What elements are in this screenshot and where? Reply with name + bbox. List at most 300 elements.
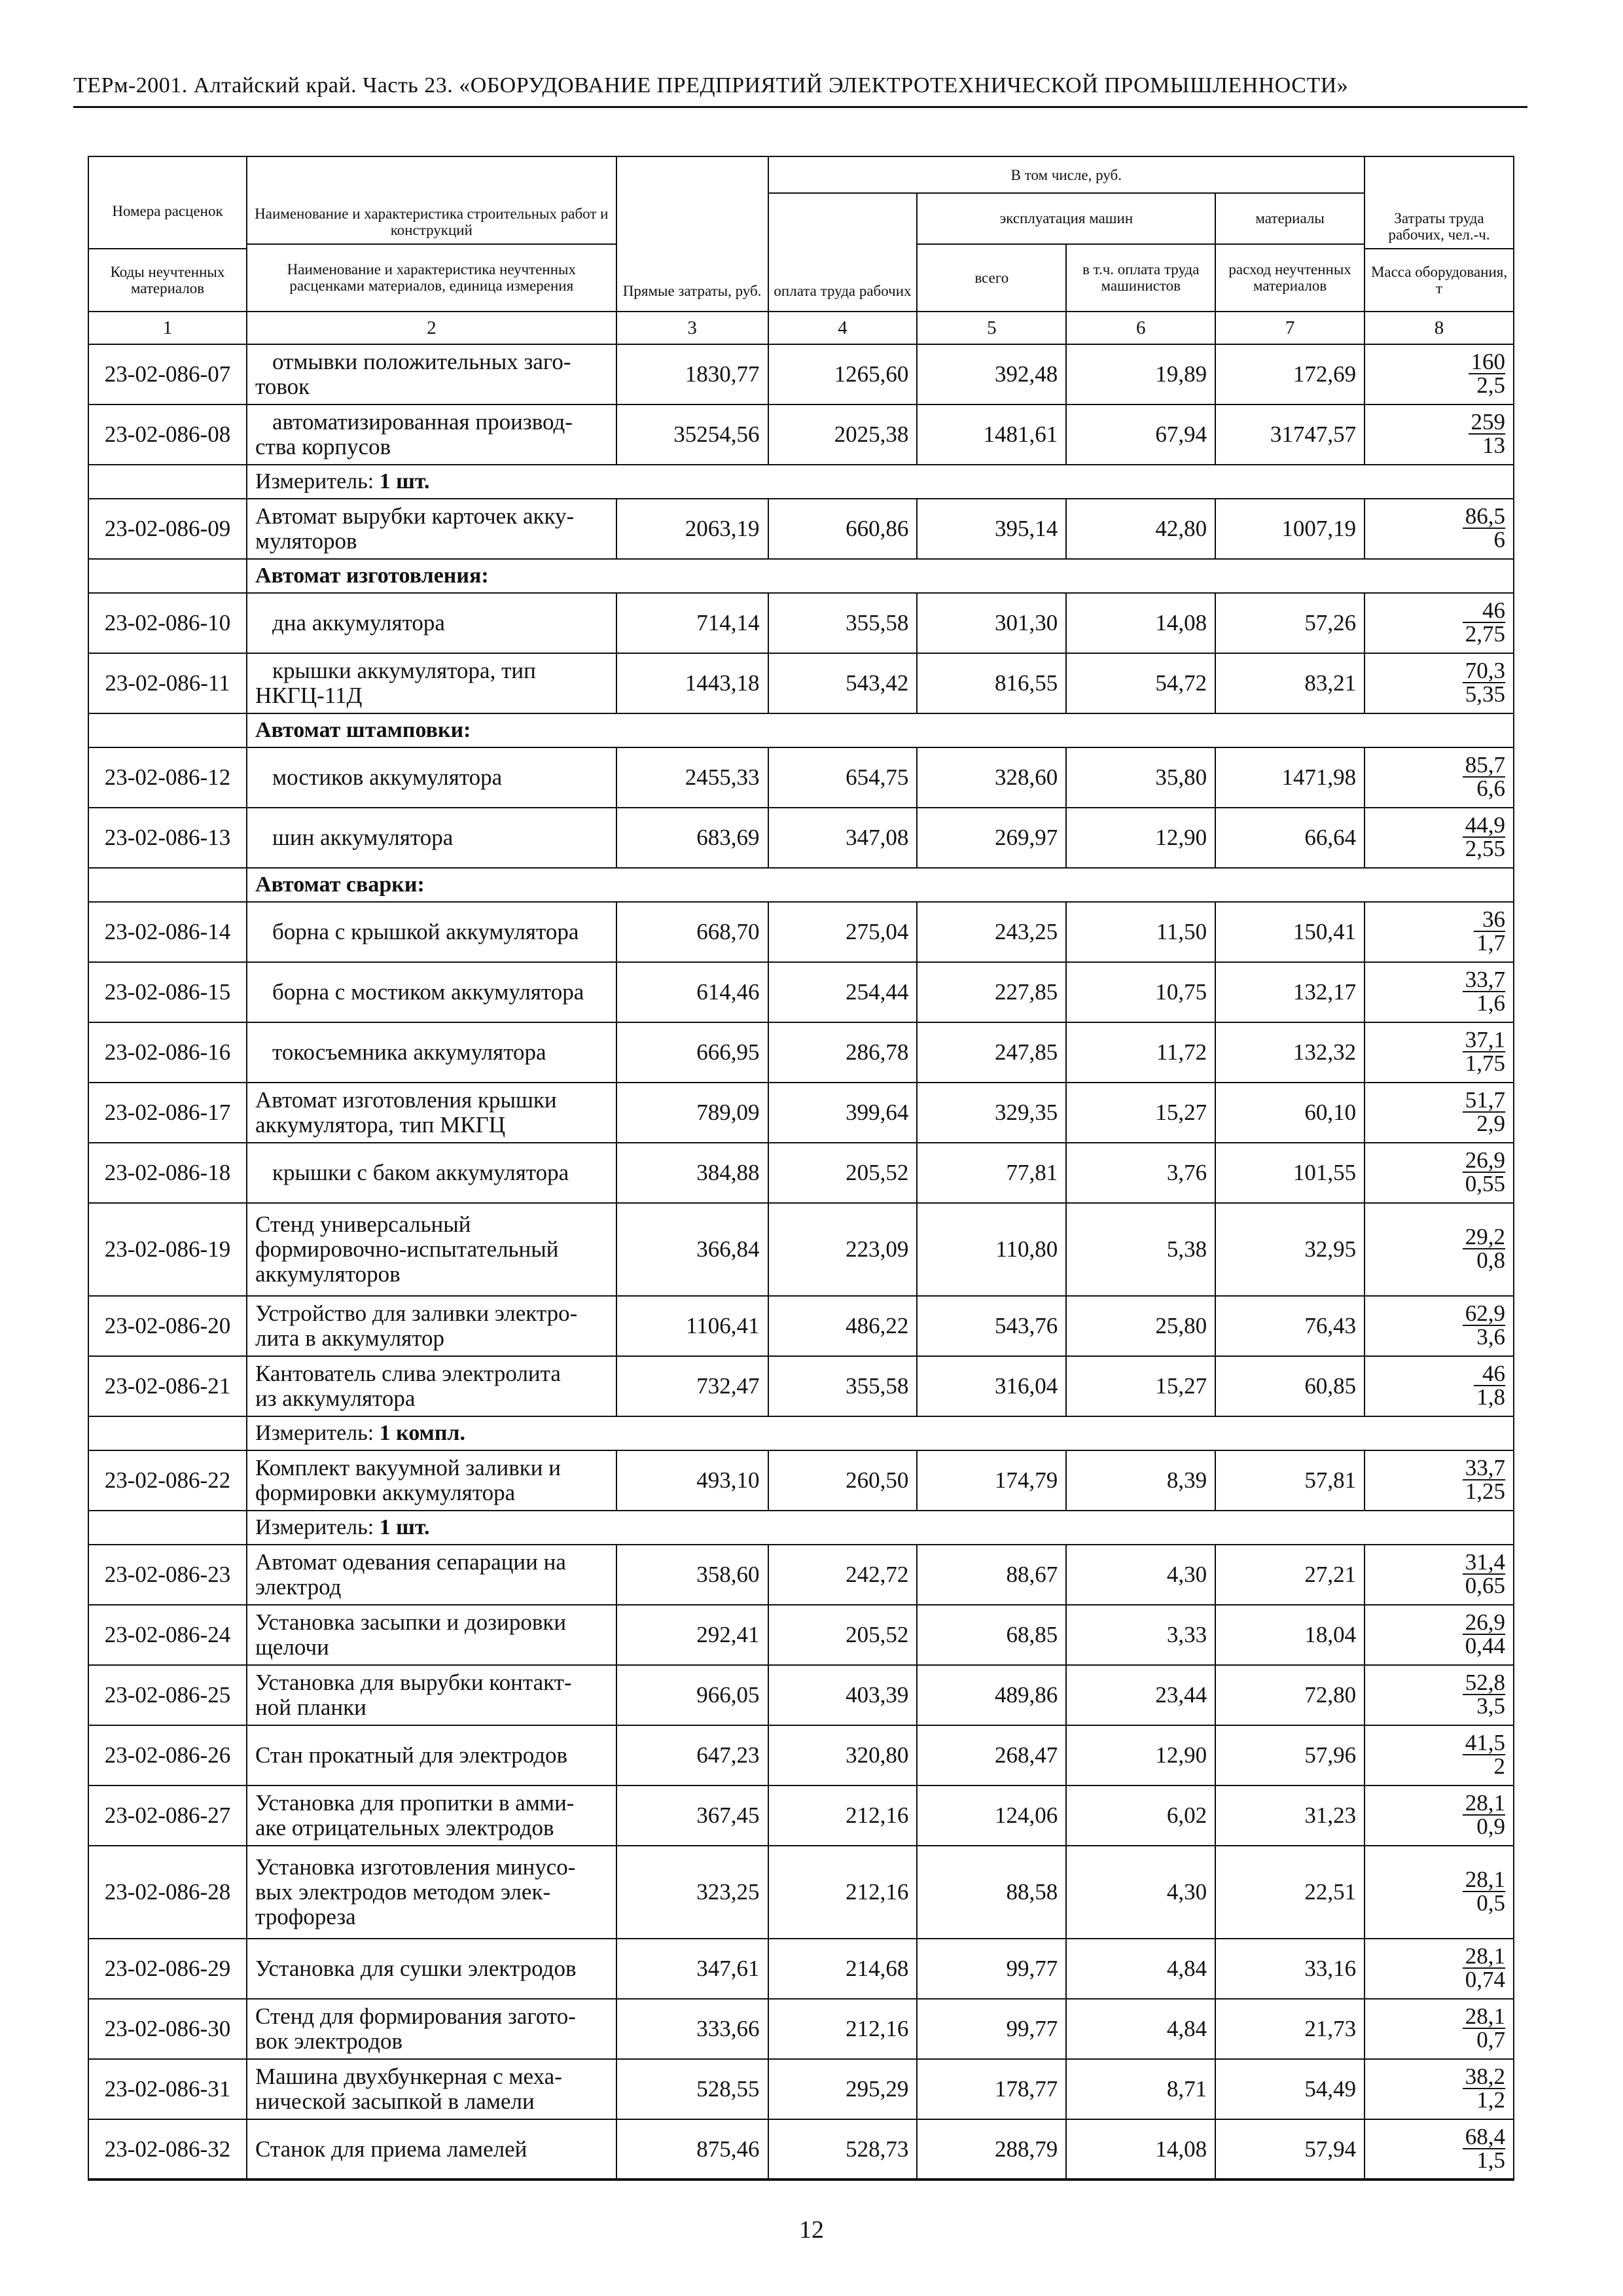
- direct-costs: 323,25: [616, 1846, 768, 1939]
- labor-mass-fraction: [1364, 747, 1514, 808]
- machines-wages: 4,84: [1066, 1939, 1215, 1999]
- materials-cost: 31,23: [1215, 1785, 1364, 1846]
- col-num: 4: [768, 312, 918, 344]
- rate-code: 23-02-086-09: [88, 499, 247, 559]
- equipment-mass: 1,2: [1476, 2087, 1505, 2113]
- machines-total: 68,85: [917, 1605, 1066, 1665]
- rate-code: 23-02-086-13: [88, 808, 247, 868]
- direct-costs: 666,95: [616, 1022, 768, 1083]
- table-row: [88, 1450, 1514, 1511]
- labor-hours: 37,1: [1463, 1029, 1505, 1052]
- materials-cost: 132,17: [1215, 962, 1364, 1022]
- name-line: Кантователь слива электролита: [255, 1361, 561, 1386]
- equipment-mass: 5,35: [1465, 681, 1505, 707]
- wages-cost: 399,64: [768, 1083, 918, 1143]
- equipment-mass: 6: [1493, 527, 1505, 552]
- wages-cost: 403,39: [768, 1665, 918, 1725]
- th-labor-sub: Масса оборудования, т: [1364, 249, 1514, 312]
- direct-costs: 347,61: [616, 1939, 768, 1999]
- machines-total: 77,81: [917, 1143, 1066, 1203]
- th-machines: эксплуатация машин: [917, 193, 1215, 244]
- direct-costs: 384,88: [616, 1143, 768, 1203]
- materials-cost: 21,73: [1215, 1999, 1364, 2059]
- direct-costs: 1830,77: [616, 344, 768, 404]
- name-line: формировки аккумулятора: [255, 1480, 516, 1505]
- wages-cost: 254,44: [768, 962, 918, 1022]
- labor-mass-fraction: [1364, 1939, 1514, 1999]
- machines-total: 543,76: [917, 1296, 1066, 1356]
- name-line: Установка для сушки электродов: [255, 1956, 577, 1981]
- equipment-mass: 1,75: [1465, 1050, 1505, 1076]
- work-name: [247, 1203, 616, 1296]
- labor-hours: 52,8: [1463, 1672, 1505, 1695]
- table-row: [88, 2059, 1514, 2119]
- rate-code: 23-02-086-14: [88, 902, 247, 962]
- rate-code: 23-02-086-29: [88, 1939, 247, 1999]
- machines-wages: 8,71: [1066, 2059, 1215, 2119]
- materials-cost: 150,41: [1215, 902, 1364, 962]
- work-name: [247, 1939, 616, 1999]
- work-name: [247, 1022, 616, 1083]
- work-name: [247, 1545, 616, 1605]
- labor-hours: 70,3: [1463, 660, 1505, 683]
- machines-total: 174,79: [917, 1450, 1066, 1511]
- work-name: [247, 962, 616, 1022]
- th-direct: Прямые затраты, руб.: [616, 156, 768, 312]
- name-line: нической засыпкой в ламели: [255, 2089, 535, 2114]
- wages-cost: 260,50: [768, 1450, 918, 1511]
- materials-cost: 57,96: [1215, 1725, 1364, 1785]
- labor-hours: 46: [1474, 1363, 1505, 1386]
- equipment-mass: 0,5: [1476, 1890, 1505, 1916]
- name-line: дна аккумулятора: [272, 610, 445, 636]
- work-name: [247, 747, 616, 808]
- name-line: борна с крышкой аккумулятора: [272, 919, 579, 944]
- machines-total: 288,79: [917, 2119, 1066, 2179]
- labor-hours: 51,7: [1463, 1089, 1505, 1113]
- col-num: 1: [88, 312, 247, 344]
- th-wages: оплата труда рабочих: [768, 193, 918, 312]
- direct-costs: 732,47: [616, 1356, 768, 1416]
- th-machines-wages: в т.ч. оплата труда машинистов: [1066, 244, 1215, 312]
- wages-cost: 205,52: [768, 1143, 918, 1203]
- table-row: [88, 1296, 1514, 1356]
- table-row: [88, 499, 1514, 559]
- header-rule: [73, 106, 1527, 108]
- equipment-mass: 1,25: [1465, 1479, 1505, 1504]
- direct-costs: 493,10: [616, 1450, 768, 1511]
- name-line: аккумулятора, тип МКГЦ: [255, 1112, 506, 1138]
- table-row: [88, 2119, 1514, 2179]
- col-num: 2: [247, 312, 616, 344]
- materials-cost: 57,26: [1215, 593, 1364, 653]
- work-name: [247, 1083, 616, 1143]
- th-labor: Затраты труда рабочих, чел.-ч.: [1364, 156, 1514, 249]
- labor-hours: 38,2: [1463, 2066, 1505, 2089]
- table-row: [88, 1999, 1514, 2059]
- machines-wages: 42,80: [1066, 499, 1215, 559]
- th-codes-sub: Коды неучтенных материалов: [88, 249, 247, 312]
- equipment-mass: 2,5: [1476, 372, 1505, 398]
- section-row: [88, 713, 1514, 747]
- col-num: 8: [1364, 312, 1514, 344]
- direct-costs: 714,14: [616, 593, 768, 653]
- direct-costs: 333,66: [616, 1999, 768, 2059]
- work-name: [247, 808, 616, 868]
- work-name: [247, 499, 616, 559]
- labor-hours: 259: [1469, 411, 1506, 435]
- labor-hours: 41,5: [1463, 1732, 1505, 1755]
- equipment-mass: 1,7: [1476, 930, 1505, 956]
- machines-wages: 11,50: [1066, 902, 1215, 962]
- direct-costs: 1443,18: [616, 653, 768, 713]
- labor-mass-fraction: [1364, 1725, 1514, 1785]
- machines-wages: 25,80: [1066, 1296, 1215, 1356]
- wages-cost: 355,58: [768, 1356, 918, 1416]
- machines-total: 243,25: [917, 902, 1066, 962]
- rate-code: 23-02-086-23: [88, 1545, 247, 1605]
- machines-total: 489,86: [917, 1665, 1066, 1725]
- wages-cost: 660,86: [768, 499, 918, 559]
- labor-hours: 26,9: [1463, 1149, 1505, 1173]
- machines-wages: 4,30: [1066, 1545, 1215, 1605]
- table-row: [88, 747, 1514, 808]
- name-line: ной планки: [255, 1695, 366, 1720]
- section-row: [88, 1511, 1514, 1545]
- work-name: [247, 344, 616, 404]
- machines-wages: 14,08: [1066, 2119, 1215, 2179]
- section-heading: Автомат сварки:: [255, 872, 425, 897]
- rate-code: 23-02-086-20: [88, 1296, 247, 1356]
- section-cell: [247, 1511, 1514, 1545]
- labor-hours: 33,7: [1463, 969, 1505, 992]
- work-name: [247, 1143, 616, 1203]
- col-num: 5: [917, 312, 1066, 344]
- materials-cost: 57,94: [1215, 2119, 1364, 2179]
- labor-mass-fraction: [1364, 2119, 1514, 2179]
- name-line: Установка для вырубки контакт-: [255, 1670, 572, 1695]
- direct-costs: 966,05: [616, 1665, 768, 1725]
- labor-mass-fraction: [1364, 1143, 1514, 1203]
- machines-total: 178,77: [917, 2059, 1066, 2119]
- machines-total: 328,60: [917, 747, 1066, 808]
- unit-label: Измеритель:: [255, 1515, 380, 1539]
- name-line: Устройство для заливки электро-: [255, 1300, 578, 1326]
- work-name: [247, 902, 616, 962]
- direct-costs: 2063,19: [616, 499, 768, 559]
- labor-mass-fraction: [1364, 499, 1514, 559]
- name-line: токосъемника аккумулятора: [272, 1039, 546, 1065]
- labor-mass-fraction: [1364, 1999, 1514, 2059]
- name-line: аккумуляторов: [255, 1261, 401, 1287]
- direct-costs: 789,09: [616, 1083, 768, 1143]
- materials-cost: 32,95: [1215, 1203, 1364, 1296]
- section-cell: [247, 1416, 1514, 1450]
- work-name: [247, 2059, 616, 2119]
- table-row: [88, 808, 1514, 868]
- labor-mass-fraction: [1364, 1785, 1514, 1846]
- name-line: крышки с баком аккумулятора: [272, 1160, 569, 1185]
- direct-costs: 683,69: [616, 808, 768, 868]
- equipment-mass: 2,55: [1465, 836, 1505, 861]
- section-cell: [247, 465, 1514, 499]
- name-line: трофореза: [255, 1904, 356, 1929]
- section-cell: [247, 713, 1514, 747]
- rate-code: 23-02-086-24: [88, 1605, 247, 1665]
- labor-mass-fraction: [1364, 1296, 1514, 1356]
- unit-label: Измеритель:: [255, 469, 380, 493]
- materials-cost: 27,21: [1215, 1545, 1364, 1605]
- rate-code: 23-02-086-30: [88, 1999, 247, 2059]
- equipment-mass: 1,5: [1476, 2147, 1505, 2173]
- equipment-mass: 0,65: [1465, 1573, 1505, 1598]
- wages-cost: 1265,60: [768, 344, 918, 404]
- table-row: [88, 1725, 1514, 1785]
- table-row: [88, 653, 1514, 713]
- name-line: отмывки положительных заго-: [272, 349, 571, 374]
- wages-cost: 214,68: [768, 1939, 918, 1999]
- rate-code: 23-02-086-21: [88, 1356, 247, 1416]
- equipment-mass: 0,44: [1465, 1633, 1505, 1659]
- equipment-mass: 13: [1482, 433, 1505, 458]
- wages-cost: 355,58: [768, 593, 918, 653]
- equipment-mass: 0,7: [1476, 2027, 1505, 2053]
- labor-hours: 28,1: [1463, 1945, 1505, 1969]
- table-row: [88, 1605, 1514, 1665]
- name-line: вок электродов: [255, 2028, 403, 2054]
- labor-mass-fraction: [1364, 1545, 1514, 1605]
- name-line: шин аккумулятора: [272, 825, 454, 850]
- equipment-mass: 2: [1493, 1753, 1505, 1779]
- direct-costs: 35254,56: [616, 404, 768, 465]
- section-empty-cell: [88, 559, 247, 593]
- wages-cost: 347,08: [768, 808, 918, 868]
- machines-wages: 54,72: [1066, 653, 1215, 713]
- labor-hours: 160: [1469, 351, 1506, 374]
- name-line: Установка для пропитки в амми-: [255, 1790, 575, 1816]
- work-name: [247, 1785, 616, 1846]
- name-line: аке отрицательных электродов: [255, 1815, 554, 1840]
- equipment-mass: 2,75: [1465, 621, 1505, 647]
- machines-total: 329,35: [917, 1083, 1066, 1143]
- wages-cost: 2025,38: [768, 404, 918, 465]
- table-row: [88, 344, 1514, 404]
- table-row: [88, 1203, 1514, 1296]
- section-cell: [247, 868, 1514, 902]
- equipment-mass: 1,6: [1476, 990, 1505, 1016]
- machines-wages: 3,33: [1066, 1605, 1215, 1665]
- materials-cost: 83,21: [1215, 653, 1364, 713]
- machines-total: 110,80: [917, 1203, 1066, 1296]
- rate-code: 23-02-086-12: [88, 747, 247, 808]
- machines-total: 269,97: [917, 808, 1066, 868]
- rate-code: 23-02-086-15: [88, 962, 247, 1022]
- name-line: щелочи: [255, 1634, 329, 1660]
- work-name: [247, 1605, 616, 1665]
- equipment-mass: 2,9: [1476, 1111, 1505, 1136]
- table-row: [88, 1939, 1514, 1999]
- materials-cost: 31747,57: [1215, 404, 1364, 465]
- rate-code: 23-02-086-19: [88, 1203, 247, 1296]
- machines-wages: 67,94: [1066, 404, 1215, 465]
- materials-cost: 66,64: [1215, 808, 1364, 868]
- labor-hours: 28,1: [1463, 2005, 1505, 2029]
- col-num: 3: [616, 312, 768, 344]
- labor-hours: 28,1: [1463, 1792, 1505, 1816]
- labor-mass-fraction: [1364, 902, 1514, 962]
- work-name: [247, 1846, 616, 1939]
- rate-code: 23-02-086-31: [88, 2059, 247, 2119]
- th-name: Наименование и характеристика строительных работ и конструкций: [247, 156, 616, 244]
- page-header-title: ТЕРм-2001. Алтайский край. Часть 23. «ОБОРУДОВАНИЕ ПРЕДПРИЯТИЙ ЭЛЕКТРОТЕХНИЧЕСКОЙ ПРОМЫШЛЕННОСТИ»: [73, 73, 1349, 98]
- rate-code: 23-02-086-08: [88, 404, 247, 465]
- rate-code: 23-02-086-27: [88, 1785, 247, 1846]
- wages-cost: 654,75: [768, 747, 918, 808]
- machines-wages: 14,08: [1066, 593, 1215, 653]
- materials-cost: 60,10: [1215, 1083, 1364, 1143]
- machines-wages: 12,90: [1066, 808, 1215, 868]
- table-row: [88, 902, 1514, 962]
- machines-wages: 15,27: [1066, 1356, 1215, 1416]
- machines-wages: 5,38: [1066, 1203, 1215, 1296]
- section-empty-cell: [88, 1416, 247, 1450]
- unit-value: 1 шт.: [379, 1515, 430, 1539]
- table-header: [88, 156, 1514, 344]
- work-name: [247, 404, 616, 465]
- machines-wages: 35,80: [1066, 747, 1215, 808]
- col-num: 7: [1215, 312, 1364, 344]
- machines-total: 124,06: [917, 1785, 1066, 1846]
- table-row: [88, 1022, 1514, 1083]
- wages-cost: 205,52: [768, 1605, 918, 1665]
- table-body: [88, 344, 1514, 2179]
- machines-wages: 4,30: [1066, 1846, 1215, 1939]
- equipment-mass: 0,8: [1476, 1247, 1505, 1273]
- name-line: Автомат изготовления крышки: [255, 1087, 557, 1113]
- section-row: [88, 465, 1514, 499]
- machines-total: 99,77: [917, 1999, 1066, 2059]
- materials-cost: 1007,19: [1215, 499, 1364, 559]
- name-line: автоматизированная производ-: [272, 409, 573, 435]
- materials-cost: 22,51: [1215, 1846, 1364, 1939]
- direct-costs: 366,84: [616, 1203, 768, 1296]
- rate-code: 23-02-086-26: [88, 1725, 247, 1785]
- name-line: Автомат вырубки карточек акку-: [255, 503, 575, 529]
- labor-hours: 29,2: [1463, 1226, 1505, 1249]
- name-line: Установка изготовления минусо-: [255, 1854, 576, 1880]
- direct-costs: 367,45: [616, 1785, 768, 1846]
- name-line: ства корпусов: [255, 434, 391, 459]
- wages-cost: 223,09: [768, 1203, 918, 1296]
- rate-code: 23-02-086-22: [88, 1450, 247, 1511]
- name-line: борна с мостиком аккумулятора: [272, 979, 584, 1005]
- name-line: Комплект вакуумной заливки и: [255, 1455, 561, 1480]
- name-line: Автомат одевания сепарации на: [255, 1549, 566, 1575]
- equipment-mass: 0,74: [1465, 1967, 1505, 1992]
- materials-cost: 72,80: [1215, 1665, 1364, 1725]
- labor-mass-fraction: [1364, 2059, 1514, 2119]
- name-line: Машина двухбункерная с меха-: [255, 2064, 562, 2089]
- name-line: НКГЦ-11Д: [255, 683, 363, 708]
- materials-cost: 101,55: [1215, 1143, 1364, 1203]
- equipment-mass: 0,55: [1465, 1171, 1505, 1196]
- equipment-mass: 0,9: [1476, 1814, 1505, 1839]
- machines-wages: 12,90: [1066, 1725, 1215, 1785]
- labor-hours: 46: [1463, 600, 1505, 623]
- machines-wages: 6,02: [1066, 1785, 1215, 1846]
- equipment-mass: 6,6: [1476, 776, 1505, 801]
- labor-mass-fraction: [1364, 404, 1514, 465]
- labor-mass-fraction: [1364, 1846, 1514, 1939]
- labor-mass-fraction: [1364, 1083, 1514, 1143]
- labor-hours: 33,7: [1463, 1457, 1505, 1480]
- col-num: 6: [1066, 312, 1215, 344]
- rate-code: 23-02-086-17: [88, 1083, 247, 1143]
- machines-total: 247,85: [917, 1022, 1066, 1083]
- th-materials: материалы: [1215, 193, 1364, 244]
- name-line: Стенд универсальный: [255, 1211, 471, 1237]
- labor-hours: 26,9: [1463, 1611, 1505, 1635]
- direct-costs: 1106,41: [616, 1296, 768, 1356]
- wages-cost: 320,80: [768, 1725, 918, 1785]
- labor-hours: 62,9: [1463, 1302, 1505, 1326]
- wages-cost: 212,16: [768, 1846, 918, 1939]
- wages-cost: 543,42: [768, 653, 918, 713]
- materials-cost: 60,85: [1215, 1356, 1364, 1416]
- machines-total: 88,58: [917, 1846, 1066, 1939]
- column-numbers-row: [88, 312, 1514, 344]
- name-line: из аккумулятора: [255, 1386, 416, 1411]
- rate-code: 23-02-086-18: [88, 1143, 247, 1203]
- table-row: [88, 1356, 1514, 1416]
- labor-hours: 28,1: [1463, 1869, 1505, 1892]
- th-codes: Номера расценок: [88, 156, 247, 249]
- table-row: [88, 1846, 1514, 1939]
- labor-hours: 31,4: [1463, 1551, 1505, 1575]
- work-name: [247, 1356, 616, 1416]
- section-cell: [247, 559, 1514, 593]
- page-number: 12: [799, 2216, 824, 2244]
- rate-code: 23-02-086-16: [88, 1022, 247, 1083]
- materials-cost: 172,69: [1215, 344, 1364, 404]
- work-name: [247, 593, 616, 653]
- labor-mass-fraction: [1364, 593, 1514, 653]
- direct-costs: 647,23: [616, 1725, 768, 1785]
- materials-cost: 18,04: [1215, 1605, 1364, 1665]
- labor-mass-fraction: [1364, 344, 1514, 404]
- section-row: [88, 868, 1514, 902]
- table-row: [88, 962, 1514, 1022]
- table-row: [88, 1785, 1514, 1846]
- work-name: [247, 1665, 616, 1725]
- equipment-mass: 3,6: [1476, 1324, 1505, 1350]
- machines-wages: 3,76: [1066, 1143, 1215, 1203]
- wages-cost: 286,78: [768, 1022, 918, 1083]
- th-machines-total: всего: [917, 244, 1066, 312]
- materials-cost: 76,43: [1215, 1296, 1364, 1356]
- section-heading: Автомат штамповки:: [255, 718, 471, 742]
- name-line: Станок для приема ламелей: [255, 2136, 527, 2162]
- wages-cost: 486,22: [768, 1296, 918, 1356]
- section-heading: Автомат изготовления:: [255, 564, 489, 588]
- wages-cost: 242,72: [768, 1545, 918, 1605]
- section-empty-cell: [88, 868, 247, 902]
- table-row: [88, 404, 1514, 465]
- machines-wages: 10,75: [1066, 962, 1215, 1022]
- rate-code: 23-02-086-10: [88, 593, 247, 653]
- rate-code: 23-02-086-25: [88, 1665, 247, 1725]
- unit-value: 1 шт.: [379, 469, 430, 493]
